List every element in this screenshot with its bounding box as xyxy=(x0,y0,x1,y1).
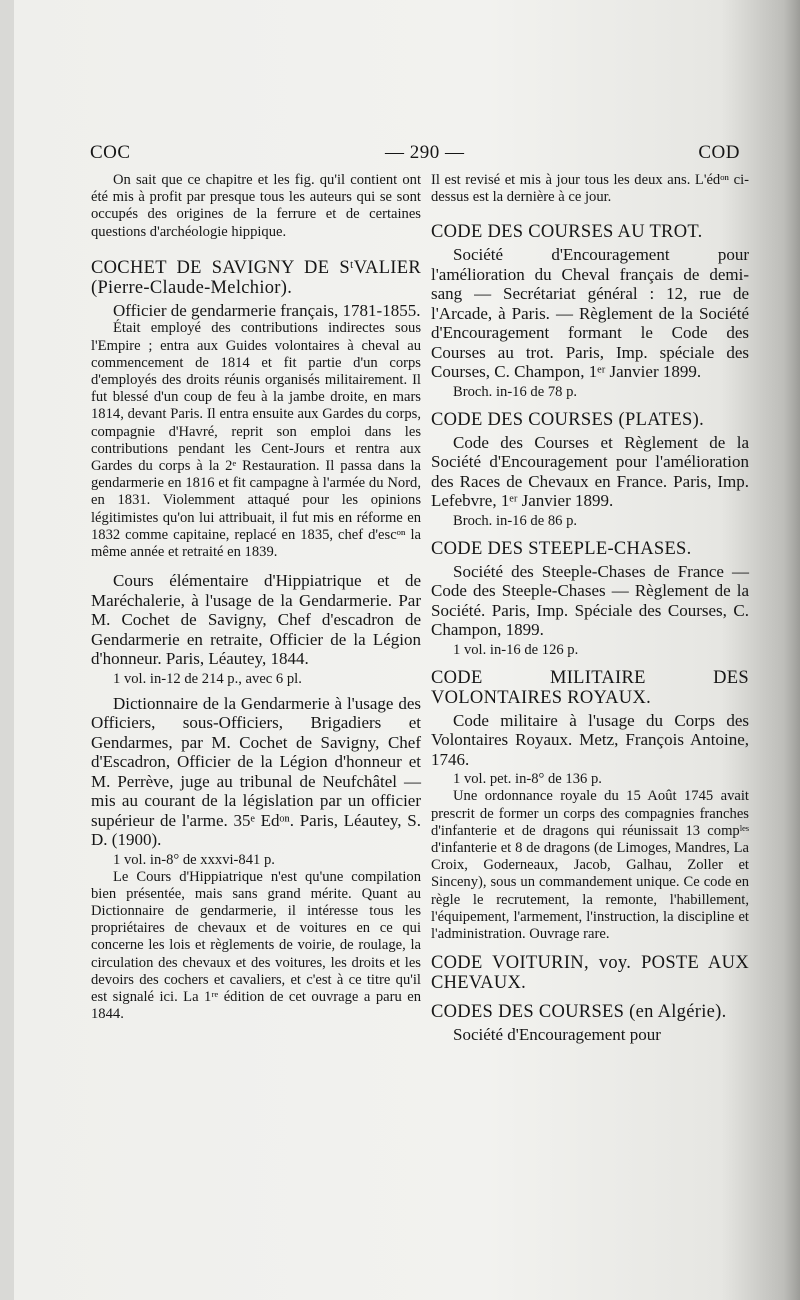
entry-heading: CODE VOITURIN, voy. POSTE AUX CHEVAUX. xyxy=(431,953,749,994)
book-entry: Société d'Encouragement pour l'amélioration du Cheval français de demi-sang — Secrétariat général : 12, rue de l'Arcade, à Paris. — Règlement de la Société d'Encouragement formant le Code des Courses au trot. Paris, Imp. spéciale des Courses, C. Champon, 1ᵉʳ Janvier 1899. xyxy=(431,245,749,382)
paragraph: On sait que ce chapitre et les fig. qu'il contient ont été mis à profit par presque tous les auteurs qui se sont occupés des origines de la ferrure et de certaines questions d'archéologie hippique. xyxy=(91,172,421,240)
book-entry: Dictionnaire de la Gendarmerie à l'usage des Officiers, sous-Officiers, Brigadiers et Gendarmes, par M. Cochet de Savigny, Chef d'Escadron, Officier de la Légion d'honneur et M. Perrève, juge au tribunal de Neufchâtel — mis au courant de la législation par un officier supérieur de l'arme. 35ᵉ Edᵒⁿ. Paris, Léautey, S. D. (1900). xyxy=(91,693,421,850)
entry-description: Officier de gendarmerie français, 1781-1855. xyxy=(113,300,421,320)
book-entry: Cours élémentaire d'Hippiatrique et de Maréchalerie, à l'usage de la Gendarmerie. Par M. Cochet de Savigny, Chef d'escadron de Gendarmerie en retraite, Officier de la Légion d'honneur. Paris, Léautey, 1844. xyxy=(91,571,421,669)
book-format: 1 vol. in-8° de xxxvi-841 p. xyxy=(113,851,275,868)
book-format: Broch. in-16 de 86 p. xyxy=(453,512,578,529)
book-entry: Code militaire à l'usage du Corps des Volontaires Royaux. Metz, François Antoine, 1746. xyxy=(431,710,749,769)
header-left-guide-word: COC xyxy=(90,142,131,163)
header-right-guide-word: COD xyxy=(698,142,740,163)
book-entry: Société d'Encouragement pour xyxy=(453,1025,661,1045)
entry-heading: CODE DES COURSES (PLATES). xyxy=(431,409,704,430)
page-number: — 290 — xyxy=(385,142,465,163)
entry-heading: CODE DES STEEPLE-CHASES. xyxy=(431,538,692,559)
paragraph: Il est revisé et mis à jour tous les deux ans. L'édᵒⁿ ci-dessus est la dernière à ce jour. xyxy=(431,172,749,206)
left-column xyxy=(91,172,421,1023)
entry-heading: CODE DES COURSES AU TROT. xyxy=(431,222,703,243)
entry-heading: CODE MILITAIRE DES VOLONTAIRES ROYAUX. xyxy=(431,667,749,708)
commentary: Le Cours d'Hippiatrique n'est qu'une compilation bien présentée, mais sans grand mérite. Quant au Dictionnaire de gendarmerie, il intéresse tous les propriétaires de chevaux et de voitures en ce qui concerne les lois et règlements de voirie, de roulage, la circulation des chevaux et des voitures, les droits et les devoirs des cochers et cavaliers, et c'est à ce titre qu'il est signalé ici. La 1ʳᵉ édition de cet ouvrage a paru en 1844. xyxy=(91,868,421,1023)
book-format: 1 vol. in-16 de 126 p. xyxy=(453,641,579,658)
biography: Était employé des contributions indirectes sous l'Empire ; entra aux Guides volontaires à cheval au commencement de 1814 et fit partie d'un corps d'employés des droits réunis organisés militairement. Il fut blessé d'un coup de feu à la jambe droite, en mars 1814, devant Paris. Il entra ensuite aux Gardes du corps, compagnie d'Havré, reprit son emploi dans les contributions pendant les Cent-Jours et rentra aux Gardes du corps à la 2ᵉ Restauration. Il passa dans la gendarmerie en 1816 et fit campagne à l'armée du Nord, en 1831. Violemment attaqué pour les opinions légitimistes qu'on lui attribuait, il fut mis en réforme en 1832 comme capitaine, replacé en 1835, chef d'escᵒⁿ la même année et retraité en 1839. xyxy=(91,320,421,560)
book-format: Broch. in-16 de 78 p. xyxy=(453,383,578,400)
commentary: Une ordonnance royale du 15 Août 1745 avait prescrit de former un corps des compagnies franches d'infanterie et de dragons qui réunissait 13 compˡᵉˢ d'infanterie et 8 de dragons (de Limoges, Mandres, La Croix, Goderneaux, Jacob, Galhau, Zoller et Sinceny), sous un commandement unique. Ce code en règle le recrutement, la remonte, l'habillement, l'équipement, l'armement, l'instruction, la discipline et l'administration. Ouvrage rare. xyxy=(431,788,749,943)
book-format: 1 vol. pet. in-8° de 136 p. xyxy=(453,771,602,788)
page-header xyxy=(90,142,740,168)
right-column xyxy=(431,172,749,1045)
entry-heading: CODES DES COURSES (en Algérie). xyxy=(431,1002,727,1023)
book-format: 1 vol. in-12 de 214 p., avec 6 pl. xyxy=(113,670,302,687)
book-entry: Société des Steeple-Chases de France — Code des Steeple-Chases — Règlement de la Société. Paris, Imp. Spéciale des Courses, C. Champon, 1899. xyxy=(431,561,749,640)
entry-heading: COCHET DE SAVIGNY DE SᵗVALIER (Pierre-Claude-Melchior). xyxy=(91,257,421,298)
book-entry: Code des Courses et Règlement de la Société d'Encouragement pour l'amélioration des Races de Chevaux en France. Paris, Imp. Lefebvre, 1ᵉʳ Janvier 1899. xyxy=(431,432,749,511)
